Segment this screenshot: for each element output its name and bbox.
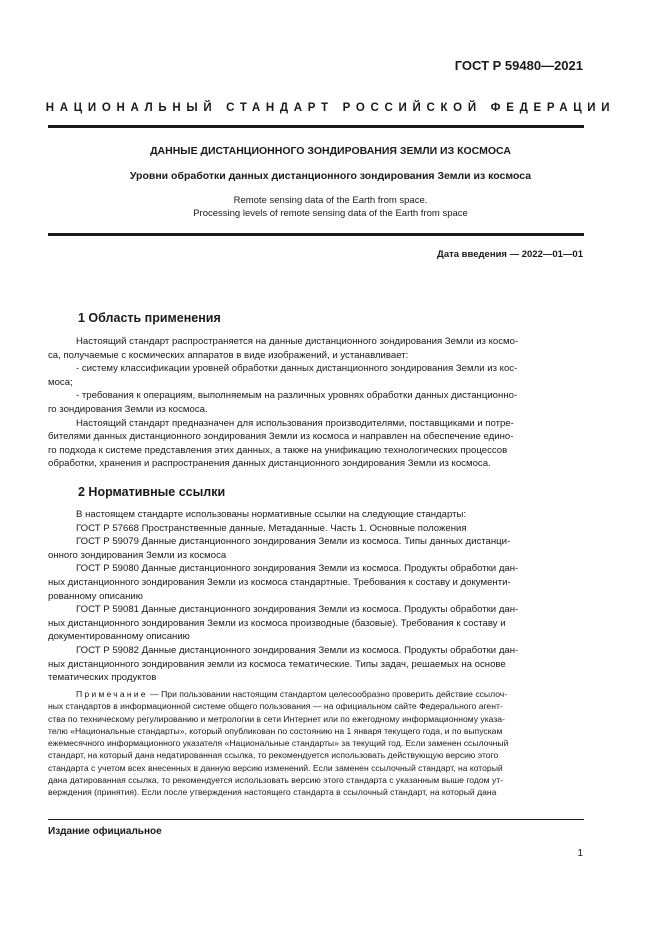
paragraph-line: го зондирования Земли из космоса. (48, 403, 208, 415)
reference-line: ных дистанционного зондирования Земли из космоса стандартные. Требования к составу и документи- (48, 576, 511, 588)
section-2-body (48, 508, 584, 685)
note-first-line (48, 688, 584, 700)
reference-line: рованному описанию (48, 590, 143, 602)
note-line: ства по техническому регулированию и метрологии в сети Интернет или по ежегодному информационному указа- (48, 713, 505, 724)
section-2-heading: 2 Нормативные ссылки (78, 485, 226, 499)
paragraph-line: Настоящий стандарт распространяется на данные дистанционного зондирования Земли из космо- (76, 336, 519, 347)
page-number: 1 (577, 848, 583, 859)
paragraph-line: - требования к операциям, выполняемым на различных уровнях обработки данных дистанционно- (76, 390, 518, 402)
document-subtitle: Уровни обработки данных дистанционного зондирования Земли из космоса (129, 170, 532, 182)
paragraph-line: моса; (48, 376, 73, 388)
standard-code: ГОСТ Р 59480—2021 (454, 58, 583, 73)
reference-line: ГОСТ Р 59082 Данные дистанционного зондирования Земли из космоса. Продукты обработки дан- (76, 644, 519, 656)
reference-line: тематических продуктов (48, 672, 157, 684)
paragraph-line: - систему классификации уровней обработки данных дистанционного зондирования Земли из кос- (76, 363, 518, 375)
english-title-line-2: Processing levels of remote sensing data of the Earth from space (193, 207, 468, 219)
paragraph-line: бителями данных дистанционного зондирования Земли из космоса и направлен на обеспечение едино- (48, 431, 514, 443)
note-line: ежемесячного информационного указателя «Национальные стандарты» за текущий год. Если заменен ссылочный (48, 738, 509, 749)
note-line: ных стандартов в информационной системе общего пользования — на официальном сайте Федерального агент- (48, 701, 503, 712)
footer-rule (48, 819, 584, 820)
reference-line: ГОСТ Р 59080 Данные дистанционного зондирования Земли из космоса. Продукты обработки дан- (76, 563, 519, 575)
reference-line: ГОСТ Р 59079 Данные дистанционного зондирования Земли из космоса. Типы данных дистанци- (76, 536, 511, 548)
document-title: ДАННЫЕ ДИСТАНЦИОННОГО ЗОНДИРОВАНИЯ ЗЕМЛИ ИЗ КОСМОСА (150, 145, 511, 157)
paragraph-line: Настоящий стандарт предназначен для использования производителями, поставщиками и потре- (76, 417, 514, 429)
paragraph-line: В настоящем стандарте использованы нормативные ссылки на следующие стандарты: (76, 509, 467, 520)
english-title-line-1: Remote sensing data of the Earth from space. (233, 195, 428, 206)
reference-line: ГОСТ Р 59081 Данные дистанционного зондирования Земли из космоса. Продукты обработки дан- (76, 604, 519, 616)
note-line: дана датированная ссылка, то рекомендуется использовать версию этого стандарта с указанным выше годом ут- (48, 775, 504, 786)
reference-line: ГОСТ Р 57668 Пространственные данные. Метаданные. Часть 1. Основные положения (76, 522, 467, 534)
introduction-date: Дата введения — 2022—01—01 (437, 249, 583, 260)
section-1-body (48, 335, 584, 471)
official-edition-label: Издание официальное (48, 826, 162, 837)
note-line: стандарт, на который дана недатированная ссылка, то рекомендуется использовать действующую версию этого (48, 750, 499, 761)
header-rule-bottom (48, 233, 584, 236)
note-label: Примечание (76, 689, 148, 699)
note-line: стандарта с учетом всех внесенных в данную версию изменений. Если заменен ссылочный стандарт, на который (48, 762, 503, 773)
header-rule-top (48, 125, 584, 128)
note-first-text: — При пользовании настоящим стандартом целесообразно проверить действие ссылоч- (147, 689, 508, 699)
note-line: верждения (принятия). Если после утверждения настоящего стандарта в ссылочный стандарт, на который дана (48, 787, 497, 798)
english-title (0, 195, 661, 220)
section-1-heading: 1 Область применения (78, 311, 221, 325)
paragraph-line: са, получаемые с космических аппаратов в виде изображений, и устанавливает: (48, 349, 409, 361)
reference-line: ных дистанционного зондирования Земли из космоса производные (базовые). Требования к составу и (48, 617, 506, 629)
paragraph-line: обработки, хранения и распространения данных дистанционного зондирования Земли из космоса. (48, 458, 491, 470)
national-standard-banner: НАЦИОНАЛЬНЫЙ СТАНДАРТ РОССИЙСКОЙ ФЕДЕРАЦИИ (45, 102, 616, 114)
reference-line: документированному описанию (48, 631, 190, 643)
note-line: телю «Национальные стандарты», который опубликован по состоянию на 1 января текущего года, и по выпускам (48, 725, 503, 736)
reference-line: онного зондирования Земли из космоса (48, 549, 227, 561)
note-block (48, 688, 584, 799)
paragraph-line: го подхода к системе представления этих данных, а также на унификацию технологических процессов (48, 444, 508, 456)
reference-line: ных дистанционного зондирования земли из космоса тематические. Типы задач, решаемых на основе (48, 658, 506, 670)
